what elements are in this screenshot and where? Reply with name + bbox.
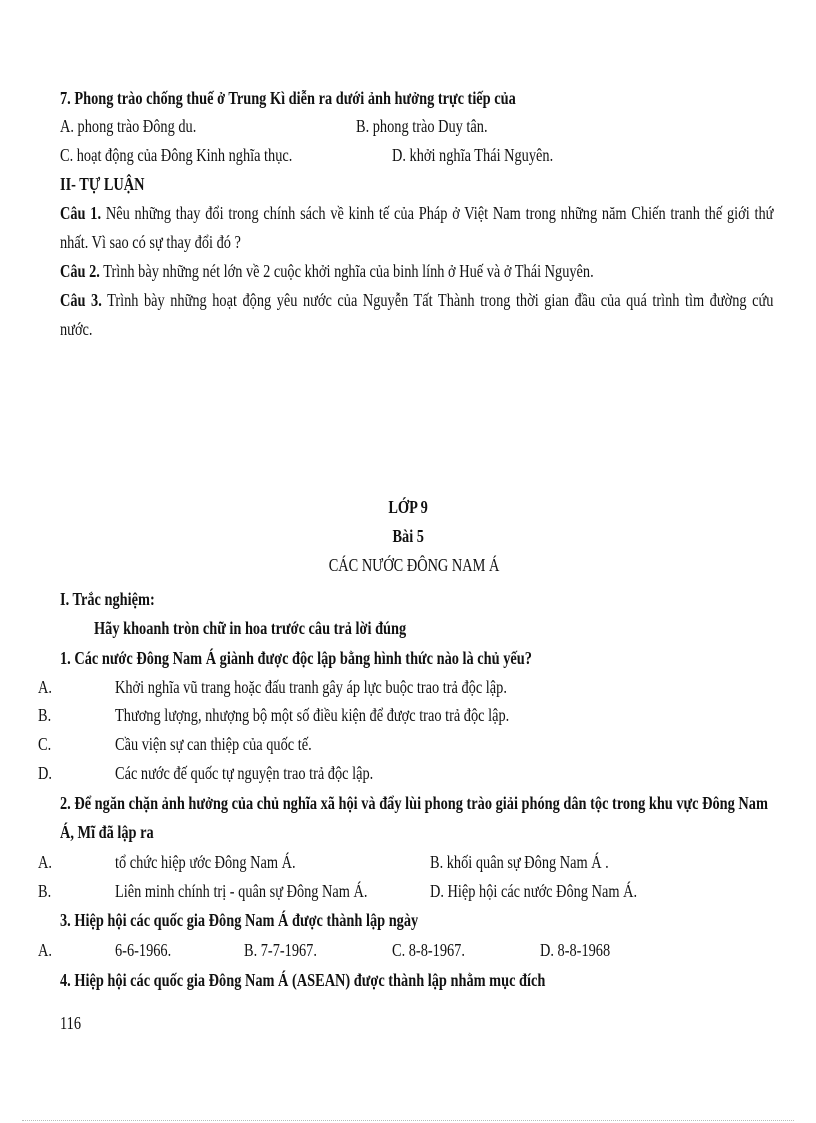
q2-row1-letter: A.	[38, 852, 52, 872]
q3-letter: A.	[38, 940, 52, 960]
lesson-number-text: Bài 5	[392, 526, 424, 546]
q2-stem-line2: Á, Mĩ đã lập ra	[60, 822, 154, 842]
essay-question-1-label: Câu 1.	[60, 203, 102, 223]
q7-option-d: D. khởi nghĩa Thái Nguyên.	[392, 145, 554, 165]
q4-stem: 4. Hiệp hội các quốc gia Đông Nam Á (ASEAN) được thành lập nhằm mục đích	[60, 970, 546, 990]
q1-option-d-text: Các nước đế quốc tự nguyện trao trả độc lập.	[115, 763, 374, 783]
essay-question-1-text: Nêu những thay đổi trong chính sách về kinh tế của Pháp ở Việt Nam trong những năm Chiến tranh thế giới thứ	[105, 203, 774, 223]
q1-option-a-text: Khởi nghĩa vũ trang hoặc đấu tranh gây áp lực buộc trao trả độc lập.	[115, 677, 507, 697]
grade-text: LỚP 9	[388, 497, 428, 517]
lesson-title-text: CÁC NƯỚC ĐÔNG NAM Á	[328, 555, 500, 575]
essay-question-3-line2: nước.	[60, 319, 93, 339]
q1-stem: 1. Các nước Đông Nam Á giành được độc lập bằng hình thức nào là chủ yếu?	[60, 648, 532, 668]
q1-option-b-letter: B.	[38, 705, 52, 725]
q3-option-a: 6-6-1966.	[115, 940, 172, 960]
essay-question-3-text: Trình bày những hoạt động yêu nước của Nguyễn Tất Thành trong thời gian đầu của quá trình tìm đường cứu	[107, 290, 774, 310]
essay-question-1-line2: nhất. Vì sao có sự thay đổi đó ?	[60, 232, 241, 252]
q2-stem-line1: 2. Để ngăn chặn ảnh hưởng của chủ nghĩa xã hội và đẩy lùi phong trào giải phóng dân tộc trong khu vực Đông Nam	[60, 793, 768, 813]
q1-option-d-letter: D.	[38, 763, 52, 783]
essay-question-2	[60, 259, 594, 283]
q1-option-c-letter: C.	[38, 734, 52, 754]
page-number: 116	[60, 1013, 81, 1033]
essay-question-2-text: Trình bày những nét lớn về 2 cuộc khởi nghĩa của binh lính ở Huế và ở Thái Nguyên.	[103, 261, 594, 281]
lesson-title	[6, 553, 816, 577]
q2-row2-letter: B.	[38, 881, 52, 901]
q3-option-c: C. 8-8-1967.	[392, 940, 465, 960]
q7-stem: 7. Phong trào chống thuế ở Trung Kì diễn ra dưới ảnh hưởng trực tiếp của	[60, 88, 516, 108]
q2-option-c: Liên minh chính trị - quân sự Đông Nam Á.	[115, 881, 368, 901]
section-heading-multiple-choice: I. Trắc nghiệm:	[60, 589, 155, 609]
q3-option-b: B. 7-7-1967.	[244, 940, 317, 960]
section-heading-essay: II- TỰ LUẬN	[60, 174, 145, 194]
essay-question-3-label: Câu 3.	[60, 290, 102, 310]
q2-option-b: B. khối quân sự Đông Nam Á .	[430, 852, 609, 872]
q1-option-b-text: Thương lượng, nhượng bộ một số điều kiện để được trao trả độc lập.	[115, 705, 510, 725]
essay-question-3-line1	[60, 288, 773, 312]
q7-option-b: B. phong trào Duy tân.	[356, 116, 488, 136]
essay-question-1-line1	[60, 201, 773, 225]
instruction-text: Hãy khoanh tròn chữ in hoa trước câu trả lời đúng	[94, 618, 407, 638]
essay-question-2-label: Câu 2.	[60, 261, 100, 281]
q2-option-a: tổ chức hiệp ước Đông Nam Á.	[115, 852, 296, 872]
q3-option-d: D. 8-8-1968	[540, 940, 611, 960]
lesson-number	[0, 524, 816, 548]
q1-option-c-text: Cầu viện sự can thiệp của quốc tế.	[115, 734, 312, 754]
footer-divider	[22, 1120, 794, 1121]
q2-option-d: D. Hiệp hội các nước Đông Nam Á.	[430, 881, 638, 901]
grade-heading	[0, 495, 816, 519]
q7-option-a: A. phong trào Đông du.	[60, 116, 197, 136]
q1-option-a-letter: A.	[38, 677, 52, 697]
q7-option-c: C. hoạt động của Đông Kinh nghĩa thục.	[60, 145, 293, 165]
q3-stem: 3. Hiệp hội các quốc gia Đông Nam Á được thành lập ngày	[60, 910, 419, 930]
